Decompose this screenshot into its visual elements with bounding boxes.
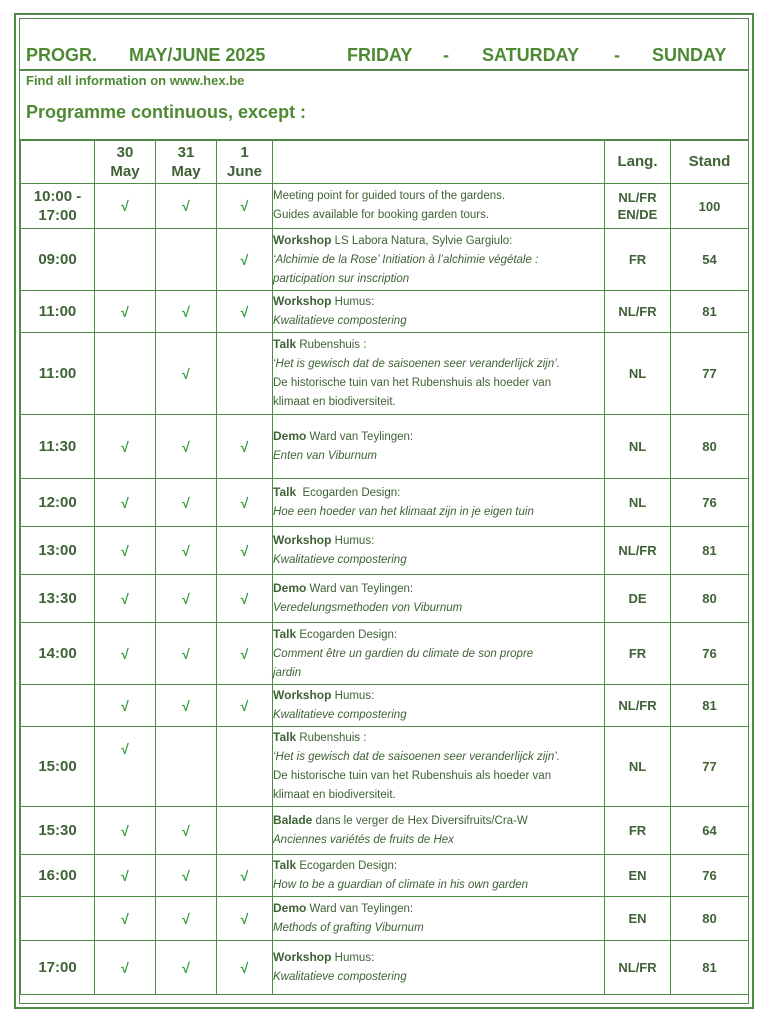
day-header-30-may: 30 May [95,140,156,184]
description-line: Comment être un gardien du climate de son propre [273,647,534,660]
language-cell: NL/FR [605,685,671,727]
day-check-cell [95,184,156,229]
check-icon: √ [182,867,190,884]
day-check-cell [156,184,217,229]
table-row [21,855,749,897]
day-header-1-june: 1 June [217,140,273,184]
day-check-cell [156,229,217,291]
event-description-cell [273,685,605,727]
time-cell: 17:00 [21,941,95,995]
check-icon: √ [240,959,249,976]
day-check-cell [156,623,217,685]
day-check-cell [95,229,156,291]
stand-cell: 80 [671,575,749,623]
check-icon: √ [240,867,249,884]
event-description-cell [273,855,605,897]
day-check-cell [217,897,273,941]
stand-cell: 76 [671,855,749,897]
day-check-cell [156,415,217,479]
check-icon: √ [121,590,129,607]
day-check-cell [217,575,273,623]
event-description-cell [273,897,605,941]
info-block [20,71,748,141]
schedule-table [20,139,749,995]
day-check-cell [156,527,217,575]
day-check-cell [156,727,217,807]
description-line: Workshop Humus: [273,294,375,308]
time-cell: 16:00 [21,855,95,897]
header-dash-1: - [443,45,449,65]
table-row [21,184,749,229]
event-description-cell [273,941,605,995]
header-progr: PROGR. [26,45,98,65]
event-description-cell [273,479,605,527]
description-line: De historische tuin van het Rubenshuis als hoeder van [273,377,552,389]
time-cell: 09:00 [21,229,95,291]
event-description-cell [273,291,605,333]
day-check-cell [156,333,217,415]
time-cell: 13:30 [21,575,95,623]
description-line: Demo Ward van Teylingen: [273,581,414,595]
time-cell [21,897,95,941]
time-cell [21,685,95,727]
day-check-cell [95,527,156,575]
check-icon: √ [182,697,190,714]
check-icon: √ [121,198,129,214]
day-check-cell [156,685,217,727]
day-check-cell [217,333,273,415]
stand-cell: 80 [671,897,749,941]
check-icon: √ [182,494,190,511]
check-icon: √ [121,645,129,662]
day-check-cell [95,623,156,685]
day-check-cell [95,685,156,727]
day-check-cell [217,727,273,807]
day-check-cell [156,897,217,941]
table-row [21,727,749,807]
stand-cell: 81 [671,685,749,727]
language-cell: DE [605,575,671,623]
check-icon: √ [182,590,190,607]
table-row [21,229,749,291]
description-line: Methods of grafting Viburnum [273,922,424,934]
check-icon: √ [240,198,249,214]
continuous-line: Programme continuous, except : [26,102,307,122]
check-icon: √ [121,910,129,927]
language-cell: FR [605,807,671,855]
stand-cell: 77 [671,333,749,415]
description-line: klimaat en biodiversiteit. [273,789,396,801]
lang-column-header: Lang. [605,140,671,184]
check-icon: √ [240,251,249,268]
description-line: Workshop Humus: [273,688,375,702]
description-line: Kwalitatieve compostering [273,971,407,983]
day-check-cell [156,291,217,333]
check-icon: √ [182,438,190,455]
day-check-cell [95,333,156,415]
day-header-31-may: 31 May [156,140,217,184]
check-icon: √ [182,198,190,214]
check-icon: √ [240,303,249,320]
description-line: Balade dans le verger de Hex Diversifruits/Cra-W [273,813,528,827]
description-line: participation sur inscription [273,272,410,285]
description-line: klimaat en biodiversiteit. [273,396,396,408]
time-cell: 12:00 [21,479,95,527]
language-cell: NL [605,415,671,479]
description-line: Kwalitatieve compostering [273,709,407,721]
description-line: Workshop LS Labora Natura, Sylvie Gargiulo: [273,232,513,247]
check-icon: √ [240,494,249,511]
description-line: Demo Ward van Teylingen: [273,901,414,915]
check-icon: √ [182,959,190,976]
description-line: jardin [273,666,302,679]
day-check-cell [217,527,273,575]
description-line: Anciennes variétés de fruits de Hex [273,834,454,846]
programme-document [20,19,748,1003]
description-line: Veredelungsmethoden von Viburnum [273,602,463,614]
day-check-cell [217,623,273,685]
table-row [21,807,749,855]
description-line: Hoe een hoeder van het klimaat zijn in je eigen tuin [273,506,534,518]
check-icon: √ [240,910,249,927]
check-icon: √ [240,645,249,662]
programme-header [20,19,748,71]
day-check-cell [156,855,217,897]
table-row [21,941,749,995]
description-line: Kwalitatieve compostering [273,315,407,327]
description-line: Talk Rubenshuis : [273,730,367,744]
stand-cell: 54 [671,229,749,291]
stand-cell: 81 [671,527,749,575]
event-description-cell [273,229,605,291]
header-dash-2: - [614,45,620,65]
description-line: Workshop Humus: [273,950,375,964]
time-cell: 15:30 [21,807,95,855]
language-cell: EN [605,897,671,941]
day-check-cell [217,941,273,995]
check-icon: √ [240,438,249,455]
check-icon: √ [121,303,129,320]
stand-column-header: Stand [671,140,749,184]
time-cell: 11:30 [21,415,95,479]
language-cell: NL [605,727,671,807]
description-line: ‘Het is gewisch dat de saisoenen seer veranderlijck zijn’. [273,358,561,370]
language-cell: NL/FR [605,291,671,333]
table-row [21,527,749,575]
day-check-cell [95,897,156,941]
description-line: Guides available for booking garden tours. [273,209,490,221]
check-icon: √ [182,910,190,927]
check-icon: √ [121,959,129,976]
description-line: Demo Ward van Teylingen: [273,429,414,443]
day-check-cell [217,855,273,897]
event-description-cell [273,527,605,575]
day-check-cell [95,479,156,527]
description-line: Enten van Viburnum [273,450,377,462]
day-check-cell [156,807,217,855]
day-check-cell [217,685,273,727]
time-cell: 11:00 [21,333,95,415]
website-line: Find all information on www.hex.be [26,73,245,88]
check-icon: √ [182,542,190,559]
event-description-cell [273,575,605,623]
description-line: ‘Het is gewisch dat de saisoenen seer veranderlijck zijn’. [273,751,561,763]
description-column-header [273,140,605,184]
description-line: Talk Ecogarden Design: [273,858,398,872]
description-line: Workshop Humus: [273,533,375,547]
header-saturday: SATURDAY [482,45,580,65]
stand-cell: 81 [671,941,749,995]
event-description-cell [273,807,605,855]
language-cell: EN [605,855,671,897]
time-cell: 11:00 [21,291,95,333]
table-row [21,685,749,727]
day-check-cell [156,575,217,623]
time-cell: 13:00 [21,527,95,575]
language-cell: NL/FR [605,527,671,575]
day-check-cell [217,184,273,229]
table-row [21,575,749,623]
header-friday: FRIDAY [347,45,413,65]
check-icon: √ [121,494,129,511]
table-row [21,415,749,479]
table-row [21,623,749,685]
day-check-cell [217,291,273,333]
check-icon: √ [121,697,129,714]
day-check-cell [217,229,273,291]
check-icon: √ [121,438,129,455]
check-icon: √ [121,822,129,839]
stand-cell: 100 [671,184,749,229]
table-row [21,291,749,333]
header-period: MAY/JUNE 2025 [129,45,266,65]
event-description-cell [273,333,605,415]
header-sunday: SUNDAY [652,45,727,65]
description-line: Talk Rubenshuis : [273,337,367,351]
time-cell: 10:00 - 17:00 [21,184,95,229]
stand-cell: 77 [671,727,749,807]
check-icon: √ [182,645,190,662]
stand-cell: 80 [671,415,749,479]
table-row [21,897,749,941]
check-icon: √ [240,590,249,607]
event-description-cell [273,415,605,479]
check-icon: √ [182,822,190,839]
day-check-cell [95,855,156,897]
check-icon: √ [240,697,249,714]
day-check-cell [217,479,273,527]
time-column-header [21,140,95,184]
table-row [21,333,749,415]
day-check-cell [217,415,273,479]
check-icon: √ [240,542,249,559]
stand-cell: 81 [671,291,749,333]
language-cell: NL/FR [605,941,671,995]
stand-cell: 64 [671,807,749,855]
time-cell: 14:00 [21,623,95,685]
day-check-cell [95,575,156,623]
day-check-cell [95,727,156,807]
table-row [21,479,749,527]
day-check-cell [217,807,273,855]
description-line: Meeting point for guided tours of the gardens. [273,190,506,202]
day-check-cell [95,941,156,995]
check-icon: √ [182,303,190,320]
description-line: How to be a guardian of climate in his own garden [273,879,529,891]
day-check-cell [156,941,217,995]
check-icon: √ [121,867,129,884]
check-icon: √ [121,542,129,559]
language-cell: NL [605,479,671,527]
check-icon: √ [121,741,129,757]
description-line: ‘Alchimie de la Rose’ Initiation à l’alchimie végétale : [273,253,539,266]
stand-cell: 76 [671,479,749,527]
day-check-cell [95,291,156,333]
description-line: Talk Ecogarden Design: [273,485,401,499]
check-icon: √ [182,365,190,382]
language-cell: NL [605,333,671,415]
language-cell: FR [605,623,671,685]
description-line: Talk Ecogarden Design: [273,626,398,641]
description-line: De historische tuin van het Rubenshuis als hoeder van [273,770,552,782]
event-description-cell [273,727,605,807]
day-check-cell [95,807,156,855]
event-description-cell [273,184,605,229]
day-check-cell [156,479,217,527]
day-check-cell [95,415,156,479]
table-header-row [21,140,749,184]
stand-cell: 76 [671,623,749,685]
description-line: Kwalitatieve compostering [273,554,407,566]
time-cell: 15:00 [21,727,95,807]
language-cell: NL/FR EN/DE [605,184,671,229]
event-description-cell [273,623,605,685]
language-cell: FR [605,229,671,291]
